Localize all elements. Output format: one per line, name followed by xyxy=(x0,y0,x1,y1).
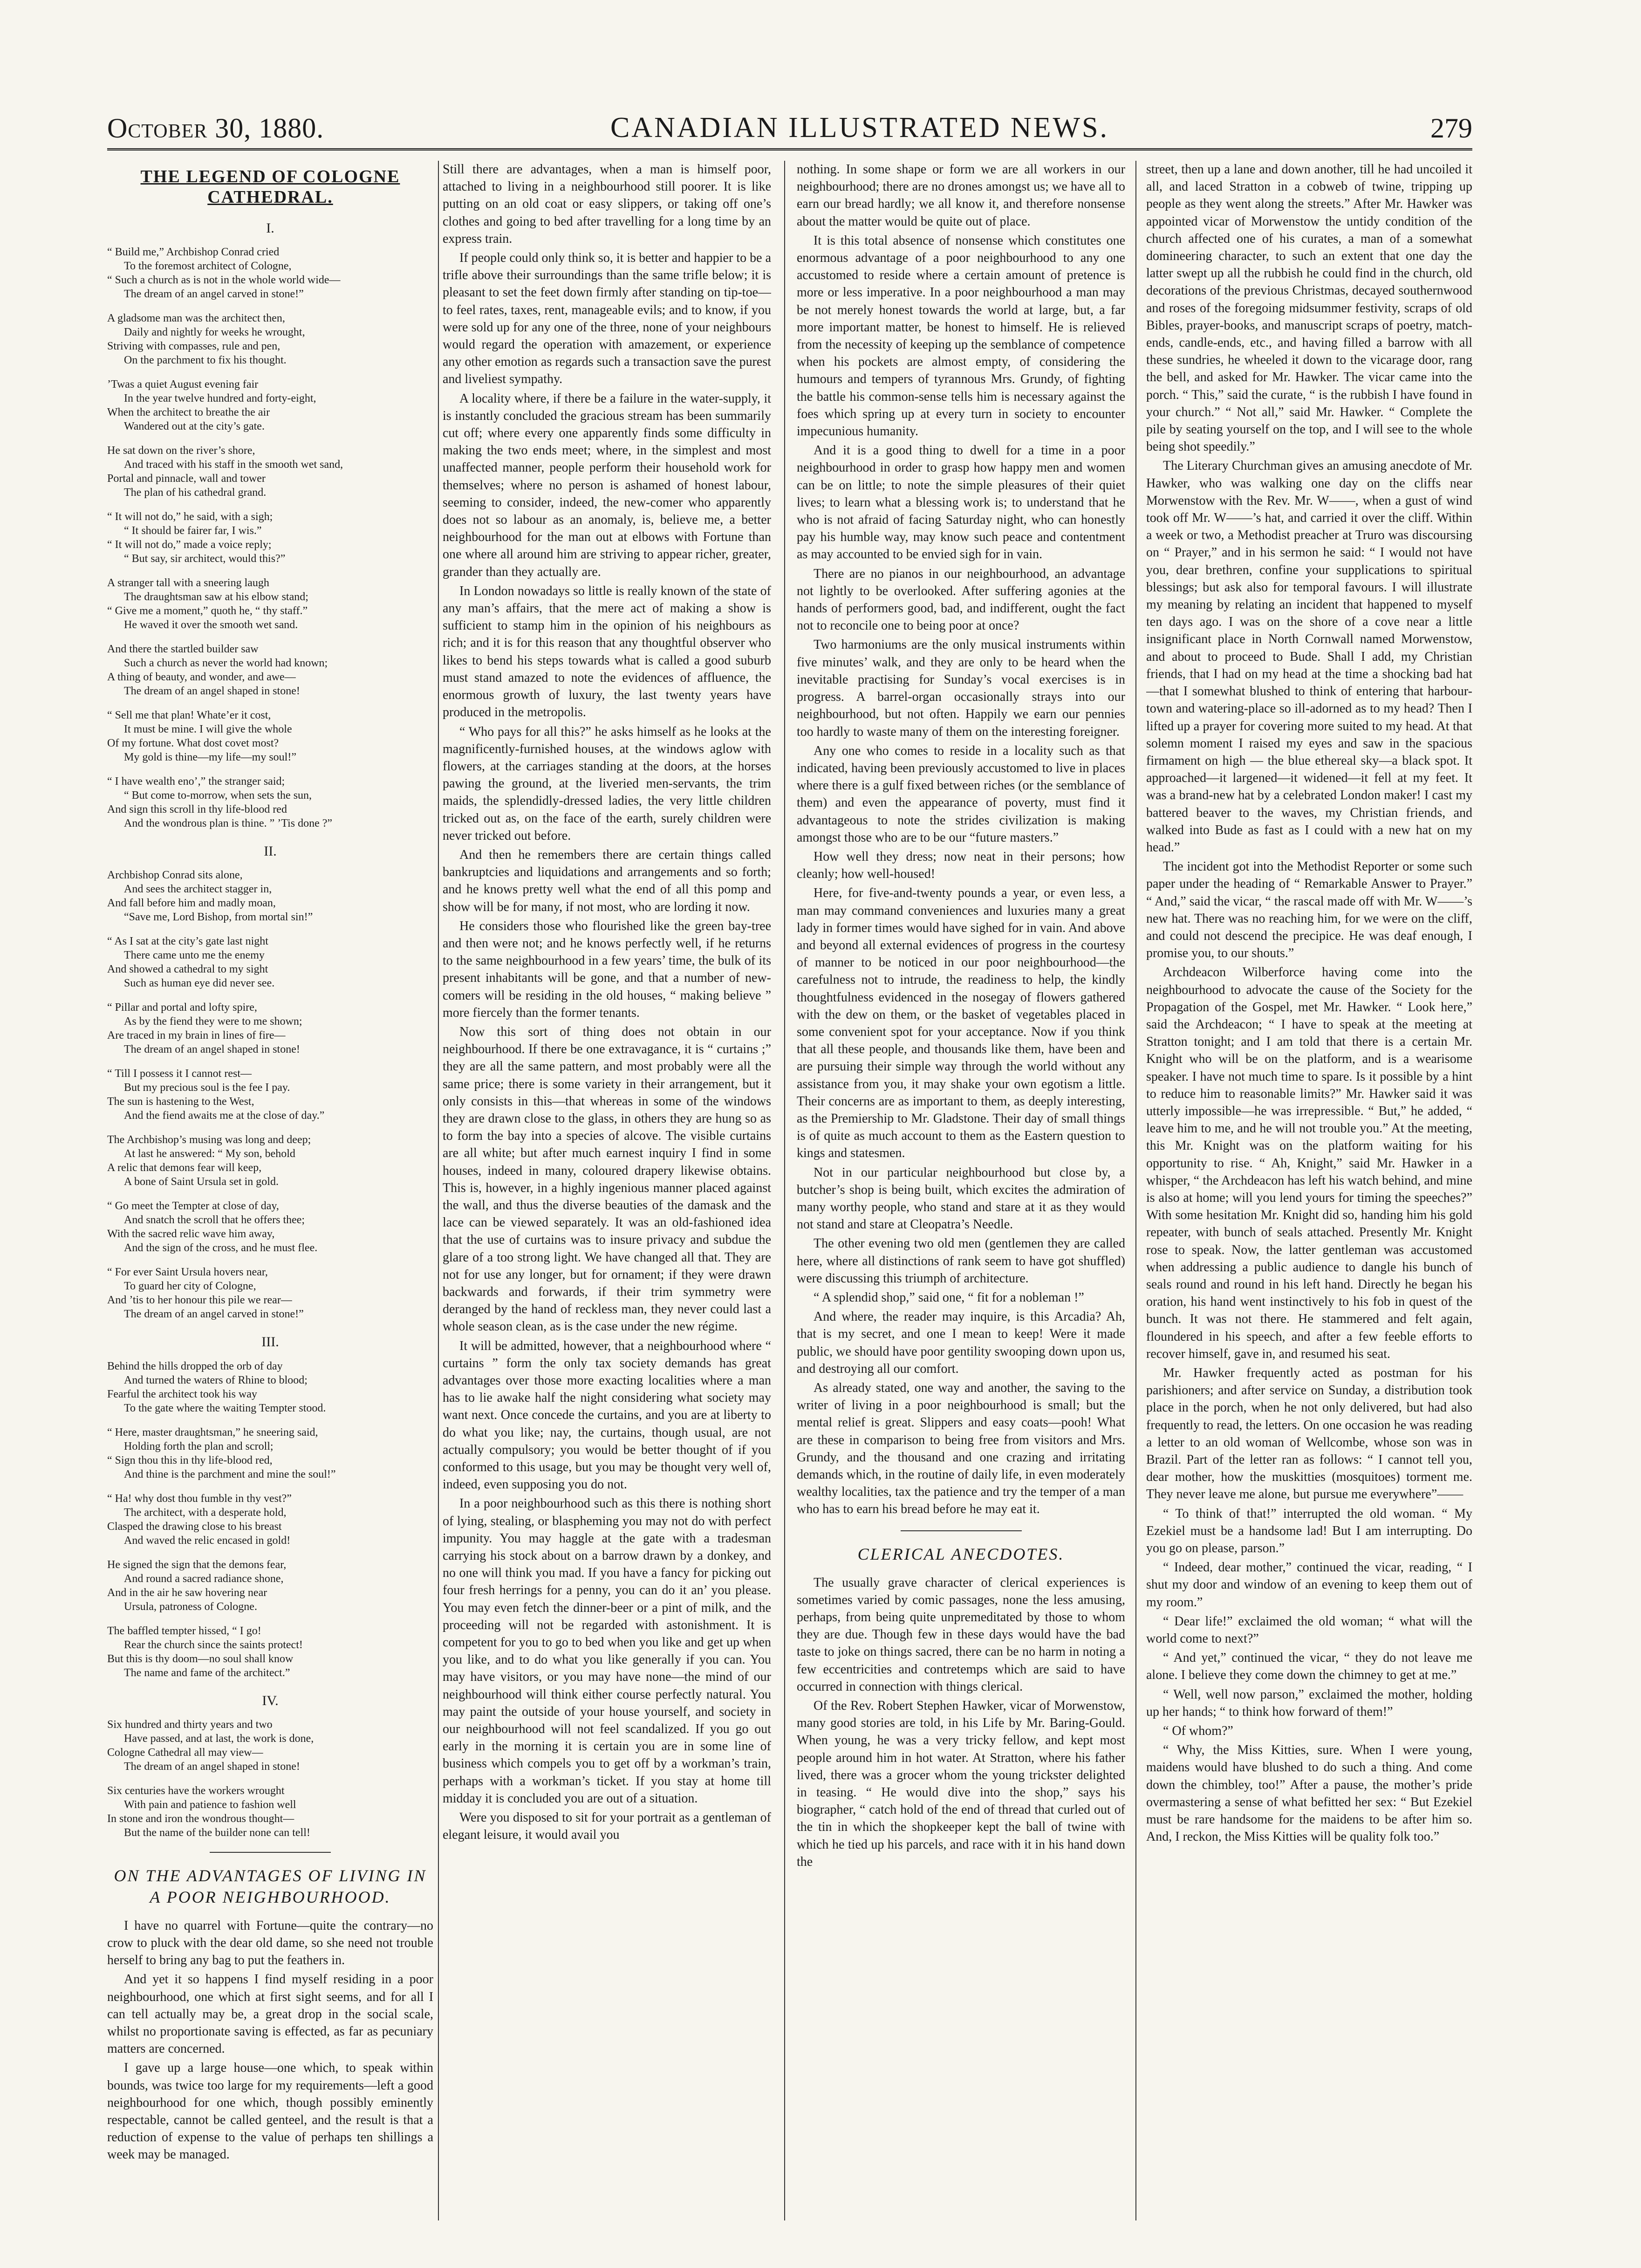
poem-line: “ Ha! why dost thou fumble in thy vest?” xyxy=(107,1492,292,1505)
poem-line: And showed a cathedral to my sight xyxy=(107,963,268,976)
stanza xyxy=(107,1359,433,1415)
poem-line: Holding forth the plan and scroll; xyxy=(124,1440,274,1453)
poem-line: To guard her city of Cologne, xyxy=(124,1280,256,1293)
poem-line: And round a sacred radiance shone, xyxy=(124,1572,284,1585)
poem-line: Of my fortune. What dost covet most? xyxy=(107,737,279,750)
poem-title: THE LEGEND OF COLOGNE CATHEDRAL. xyxy=(140,167,400,207)
poem-line: At last he answered: “ My son, behold xyxy=(124,1148,295,1160)
masthead xyxy=(107,103,1472,144)
poem-line: But the name of the builder none can tell! xyxy=(124,1826,310,1839)
column-1 xyxy=(107,161,433,2220)
paragraph: Archdeacon Wilberforce having come into the neighbourhood to advocate the cause of the Society for the Propagation of the Gospel, met Mr. Hawker. “ Look here,” said the Archdeacon; “ I have to speak at the meeting at Stratton tonight; and I am told that there is a certain Mr. Knight who will be on the platform, and is a wearisome speaker. I have not much time to spare. Is it possible by a hint to reduce him to reasonable limits?” Mr. Hawker said it was utterly impossible—he was irrepressible. “ But,” he added, “ leave him to me, and he will not trouble you.” At the meeting, this Mr. Knight was on the platform waiting for his opportunity to rise. “ Ah, Knight,” said Mr. Hawker in a whisper, “ the Archdeacon has left his watch behind, and mine is also at home; will you lend yours for timing the speeches?” With some hesitation Mr. Knight did so, handing him his gold repeater, with bunch of seals attached. Presently Mr. Knight rose to speak. Now, the latter gentleman was accustomed when addressing a public audience to dangle his bunch of seals round and round in his left hand. Directly he began his oration, his hand went instinctively to his fob in quest of the bunch. It was not there. He stammered and felt again, floundered in his speech, and after a few feeble efforts to recover himself, gave in, and resumed his seat. xyxy=(1146,965,1472,1361)
stanza xyxy=(107,311,433,367)
poem-line: And snatch the scroll that he offers thee; xyxy=(124,1214,305,1227)
poem-line: And sign this scroll in thy life-blood red xyxy=(107,803,287,816)
poem-line: As by the fiend they were to me shown; xyxy=(124,1015,302,1028)
stanza xyxy=(107,934,433,990)
paragraph: “ And yet,” continued the vicar, “ they do not leave me alone. I believe they come down the chimney to get at me.” xyxy=(1146,1651,1472,1683)
paragraph: In a poor neighbourhood such as this there is nothing short of lying, stealing, or blaspheming you may not do with perfect impunity. You may haggle at the gate with a tradesman carrying his stock about on a barrow drawn by a donkey, and no one will think you mad. If you have a fancy for picking out four fresh herrings for a penny, you can do it an’ you please. You may even fetch the dinner-beer or a pint of milk, and the proceeding will not be regarded with astonishment. It is competent for you to go to bed when you like and get up when you like, and to do what you like generally if you can. You may have visitors, or you may have none—the mind of our neighbourhood will think either course perfectly natural. You may paint the outside of your house yourself, and society in our neighbourhood will not feel scandalized. If you go out early in the morning it is certain you are in some line of business which compels you to get off by a workman’s train, perhaps with a workman’s ticket. If you stay at home till midday it is concluded you are out of a situation. xyxy=(443,1496,771,1806)
section-divider xyxy=(210,1852,331,1853)
poem-line: The draughtsman saw at his elbow stand; xyxy=(124,591,308,603)
poem-line: “Save me, Lord Bishop, from mortal sin!” xyxy=(124,911,313,924)
poem-line: Striving with compasses, rule and pen, xyxy=(107,340,280,353)
poem-line: He waved it over the smooth wet sand. xyxy=(124,619,298,631)
poem-line: And the sign of the cross, and he must flee. xyxy=(124,1242,318,1254)
poem-line: “ Sell me that plan! Whate’er it cost, xyxy=(107,709,271,722)
paragraph: It will be admitted, however, that a neighbourhood where “ curtains ” form the only tax society demands has great advantages over those more exacting localities where a man has to lie awake half the night considering what society may want next. Once concede the curtains, and you are at liberty to do what you like; nay, the curtains, though usual, are not actually compulsory; you would be better thought of if you conformed to this usage, but you may be thought very well of, indeed, even supposing you do not. xyxy=(443,1338,771,1492)
poem xyxy=(107,219,433,1840)
paragraph: Were you disposed to sit for your portrait as a gentleman of elegant leisure, it would avail you xyxy=(443,1810,771,1843)
poem-line: With pain and patience to fashion well xyxy=(124,1798,296,1811)
poem-line: “ Give me a moment,” quoth he, “ thy staff.” xyxy=(107,605,308,617)
paragraph: And then he remembers there are certain things called bankruptcies and liquidations and arrangements and so forth; and he knows pretty well what the end of all this pomp and show will be for many, if not most, who are lording it now. xyxy=(443,847,771,914)
masthead-rule xyxy=(107,148,1472,151)
poem-line: Portal and pinnacle, wall and tower xyxy=(107,473,266,485)
section-divider xyxy=(901,1530,1022,1531)
poem-line: Ursula, patroness of Cologne. xyxy=(124,1600,257,1613)
poem-line: The plan of his cathedral grand. xyxy=(124,486,267,499)
column-divider xyxy=(784,161,785,2220)
poem-line: And fall before him and madly moan, xyxy=(107,897,276,910)
stanza xyxy=(107,1558,433,1614)
poem-line: It must be mine. I will give the whole xyxy=(124,723,292,736)
poem-line: A stranger tall with a sneering laugh xyxy=(107,577,269,589)
poem-line: Fearful the architect took his way xyxy=(107,1388,257,1400)
essay-title: ON THE ADVANTAGES OF LIVING IN A POOR NEIGHBOURHOOD. xyxy=(114,1866,427,1906)
column-3 xyxy=(797,161,1125,2220)
stanza xyxy=(107,1425,433,1481)
paragraph: Two harmoniums are the only musical instruments within five minutes’ walk, and they are only to be heard when the inevitable practising for Sunday’s vocal exercises is in progress. A barrel-organ occasionally strays into our neighbourhood, but not often. Happily we earn our pennies too hardly to waste many of them on the interesting foreigner. xyxy=(797,637,1125,739)
poem-line: And the fiend awaits me at the close of day.” xyxy=(124,1110,325,1122)
poem-line: Six centuries have the workers wrought xyxy=(107,1784,285,1797)
poem-line: The architect, with a desperate hold, xyxy=(124,1506,287,1519)
paragraph: And it is a good thing to dwell for a time in a poor neighbourhood in order to grasp how happy men and women can be on little; to note the simple pleasures of their quiet lives; to learn what a blessing work is; to understand that he who is not afraid of facing Saturday night, who can honestly pay his humble way, may know such peace and contentment as may accounted to be envied sigh for in vain. xyxy=(797,443,1125,562)
poem-line: Six hundred and thirty years and two xyxy=(107,1718,273,1731)
poem-line: With the sacred relic wave him away, xyxy=(107,1228,275,1240)
paragraph: And yet it so happens I find myself residing in a poor neighbourhood, one which at first sight seems, and for all I can tell actually may be, a great drop in the social scale, whilst no proportionate saving is effected, as far as pecuniary matters are concerned. xyxy=(107,1972,433,2056)
stanza xyxy=(107,1784,433,1840)
poem-line: And traced with his staff in the smooth wet sand, xyxy=(124,459,343,471)
poem-line: Cologne Cathedral all may view— xyxy=(107,1746,263,1759)
stanza xyxy=(107,1133,433,1189)
essay-body xyxy=(107,1917,433,2164)
poem-line: A thing of beauty, and wonder, and awe— xyxy=(107,671,296,684)
stanza xyxy=(107,1624,433,1680)
poem-line: “ It will not do,” made a voice reply; xyxy=(107,539,272,551)
section-numeral: I. xyxy=(266,220,274,236)
poem-line: “ It should be fairer far, I wis.” xyxy=(124,525,262,537)
poem-line: “ Here, master draughtsman,” he sneering said, xyxy=(107,1426,318,1439)
paragraph: A locality where, if there be a failure in the water-supply, it is instantly concluded the gracious stream has been summarily cut off; where every one apparently finds some difficulty in making the two ends meet; where, in the simplest and most unaffected manner, people perform their household work for themselves; where no person is ashamed of honest labour, seeming to consider, indeed, the new-comer who apparently does not so labour as an anomaly, is, believe me, a better neighbourhood for the man out at elbows with Fortune than one where all around him are striving to appear richer, greater, grander than they actually are. xyxy=(443,391,771,579)
column-divider xyxy=(1135,161,1136,2220)
poem-line: “ Pillar and portal and lofty spire, xyxy=(107,1001,257,1014)
paragraph: I have no quarrel with Fortune—quite the contrary—no crow to pluck with the dear old dame, so she need not trouble herself to bring any bag to put the feathers in. xyxy=(107,1918,433,1968)
poem-line: Daily and nightly for weeks he wrought, xyxy=(124,326,305,339)
poem-line: “ As I sat at the city’s gate last night xyxy=(107,935,268,948)
poem-line: When the architect to breathe the air xyxy=(107,406,270,419)
stanza xyxy=(107,510,433,566)
poem-line: And sees the architect stagger in, xyxy=(124,883,272,896)
paragraph: The Literary Churchman gives an amusing anecdote of Mr. Hawker, who was walking one day on the cliffs near Morwenstow with the Rev. Mr. W——, when a gust of wind took off Mr. W——’s hat, and carried it over the cliff. Within a week or two, a Methodist preacher at Truro was discoursing on “ Prayer,” and in his sermon he said: “ I would not have you, dear brethren, confine your supplications to spiritual blessings; but ask also for temporal favours. I will illustrate my meaning by relating an incident that happened to myself ten days ago. I was on the shore of a cove near a little insignificant place in North Cornwall named Morwenstow, and about to proceed to Bude. Shall I add, my Christian friends, that I had on my head at the time a shocking bad hat—that I somewhat blushed to think of entering that harbour-town and watering-place so ill-adorned as to my head? Then I lifted up a prayer for covering more suited to my head. At that solemn moment I raised my eyes and saw in the spacious firmament on high — the blue ethereal sky—a black spot. It approached—it largened—it widened—it fell at my feet. It was a brand-new hat by a celebrated London maker! I cast my battered beaver to the waves, my Christian friends, and walked into Bude as fast as I could with a new hat on my head.” xyxy=(1146,459,1472,855)
paragraph: It is this total absence of nonsense which constitutes one enormous advantage of a poor neighbourhood to any one accustomed to reside where a certain amount of pretence is more or less imperative. In a poor neighbourhood a man may be not merely honest towards the world at large, but, a far more important matter, be honest to himself. He is relieved from the necessity of keeping up the semblance of competence when his pockets are almost empty, of considering the humours and tempers of tyrannous Mrs. Grundy, of fighting the battle his common-sense tells him is necessary against the foes which spring up at every turn in society to encounter impecunious humanity. xyxy=(797,233,1125,439)
stanza xyxy=(107,1265,433,1321)
poem-line: And there the startled builder saw xyxy=(107,643,259,656)
paragraph: Now this sort of thing does not obtain in our neighbourhood. If there be one extravagance, it is “ curtains ;” they are all the same pattern, and most probably were all the same price; there is some variety in their arrangement, but it only consists in this—that whereas in some of the windows they are drawn close to the glass, in others they are hung so as to form the bay into a species of alcove. The visible curtains are all white; but after much earnest inquiry I find in some houses, indeed in many, coloured drapery likewise obtains. This is, however, in a highly ingenious manner placed against the wall, and thus the diverse beauties of the damask and the lace can be viewed separately. It was an old-fashioned idea that the use of curtains was to insure privacy and subdue the glare of a too strong light. We have changed all that. They are not for use any longer, but for ornament; if they were drawn backwards and forwards, if their trim symmetry were deranged by the hand of reckless man, they never could last a whole season clean, as is the case under the new régime. xyxy=(443,1024,771,1334)
paragraph: “ Well, well now parson,” exclaimed the mother, holding up her hands; “ to think how forward of them!” xyxy=(1146,1687,1472,1719)
poem-line: And waved the relic encased in gold! xyxy=(124,1534,291,1547)
poem-line: “ Such a church as is not in the whole world wide— xyxy=(107,274,341,287)
stanza xyxy=(107,377,433,433)
poem-line: “ Go meet the Tempter at close of day, xyxy=(107,1200,279,1213)
paragraph: And where, the reader may inquire, is this Arcadia? Ah, that is my secret, and one I mean to keep! Were it made public, we should have poor gentility swooping down upon us, and destroying all our comfort. xyxy=(797,1309,1125,1376)
essay-continued xyxy=(797,161,1125,1518)
poem-line: On the parchment to fix his thought. xyxy=(124,354,287,367)
paragraph: “ A splendid shop,” said one, “ fit for a nobleman !” xyxy=(814,1290,1084,1305)
paragraph: Of the Rev. Robert Stephen Hawker, vicar of Morwenstow, many good stories are told, in his Life by Mr. Baring-Gould. When young, he was a very tricky fellow, and kept most people around him in hot water. At Stratton, where his father lived, there was a grocer whom the young trickster delighted in teasing. “ He would dive into the shop,” says his biographer, “ catch hold of the end of thread that curled out of the tin in which the shopkeeper kept the ball of twine with which he tied up his parcels, and race with it in his hand down the xyxy=(797,1699,1125,1869)
poem-line: There came unto me the enemy xyxy=(124,949,265,962)
poem-line: Rear the church since the saints protect! xyxy=(124,1638,303,1651)
poem-line: Archbishop Conrad sits alone, xyxy=(107,869,243,882)
paragraph: The other evening two old men (gentlemen they are called here, where all distinctions of rank seem to have got shuffled) were discussing this triumph of architecture. xyxy=(797,1236,1125,1286)
section-numeral: IV. xyxy=(262,1692,279,1708)
paragraph: “ To think of that!” interrupted the old woman. “ My Ezekiel must be a handsome lad! But I am interrupting. Do you go on please, parson.” xyxy=(1146,1506,1472,1556)
paragraph: There are no pianos in our neighbourhood, an advantage not lightly to be overlooked. After suffering agonies at the hands of performers good, bad, and indifferent, ought the fact not to reconcile one to being poor at once? xyxy=(797,566,1125,633)
issue-date: October 30, 1880. xyxy=(107,113,324,144)
poem-line: “ But come to-morrow, when sets the sun, xyxy=(124,789,312,802)
paragraph: “ Indeed, dear mother,” continued the vicar, reading, “ I shut my door and window of an evening to keep them out of my room.” xyxy=(1146,1560,1472,1610)
poem-line: “ I have wealth eno’,” the stranger said; xyxy=(107,775,285,788)
poem-line: “ For ever Saint Ursula hovers near, xyxy=(107,1266,268,1279)
paragraph: “ Dear life!” exclaimed the old woman; “ what will the world come to next?” xyxy=(1146,1614,1472,1646)
poem-line: But this is thy doom—no soul shall know xyxy=(107,1652,294,1665)
stanza xyxy=(107,1199,433,1255)
poem-line: “ Sign thou this in thy life-blood red, xyxy=(107,1454,273,1466)
stanza xyxy=(107,1000,433,1056)
poem-line: The dream of an angel shaped in stone! xyxy=(124,1760,300,1773)
stanza xyxy=(107,1718,433,1774)
paragraph: nothing. In some shape or form we are all workers in our neighbourhood; there are no drones amongst us; we have all to earn our bread hardly; we all know it, and therefore nonsense about the matter would be quite out of place. xyxy=(797,162,1125,229)
column-2 xyxy=(443,161,771,2220)
paragraph: “ Of whom?” xyxy=(1163,1724,1233,1739)
stanza xyxy=(107,444,433,500)
poem-line: A bone of Saint Ursula set in gold. xyxy=(124,1176,279,1188)
poem-line: My gold is thine—my life—my soul!” xyxy=(124,751,296,764)
paragraph: He considers those who flourished like the green bay-tree and then were not; and he knows perfectly well, if he returns to the same neighbourhood in a few years’ time, the bulk of its present inhabitants will be gone, and that a number of new-comers will be residing in the old houses, “ making believe ” more fiercely than the former tenants. xyxy=(443,918,771,1020)
poem-line: “ It will not do,” he said, with a sigh; xyxy=(107,511,273,523)
newspaper-title: CANADIAN ILLUSTRATED NEWS. xyxy=(610,112,1109,144)
poem-line: The baffled tempter hissed, “ I go! xyxy=(107,1624,261,1637)
paragraph: As already stated, one way and another, the saving to the writer of living in a poor neighbourhood is small; but the mental relief is great. Slippers and easy coats—pooh! What are these in comparison to being free from visitors and Mrs. Grundy, and the thousand and one crazing and irritating demands which, in the routine of daily life, in even moderately wealthy localities, tax the patience and try the temper of a man who has to earn his bread before he may eat it. xyxy=(797,1381,1125,1517)
column-divider xyxy=(438,161,439,2220)
paragraph: “ Why, the Miss Kitties, sure. When I were young, maidens would have blushed to do such a thing. And come down the chimbley, too!” After a pause, the mother’s pride overmastering a sense of what befitted her sex: “ But Ezekiel must be rare handsome for the maidens to be after him so. And, I reckon, the Miss Kitties will be quality folk too.” xyxy=(1146,1743,1472,1844)
stanza xyxy=(107,868,433,924)
poem-line: “ But say, sir architect, would this?” xyxy=(124,553,286,565)
poem-line: The name and fame of the architect.” xyxy=(124,1666,290,1679)
stanza xyxy=(107,774,433,830)
poem-line: The Archbishop’s musing was long and deep; xyxy=(107,1134,311,1146)
paragraph: street, then up a lane and down another, till he had uncoiled it all, and laced Stratton in a cobweb of twine, tripping up people as they went along the streets.” After Mr. Hawker was appointed vicar of Morwenstow the untidy condition of the church affected one of his curates, a man of a somewhat domineering character, to such an extent that one day the latter swept up all the rubbish he could find in the church, old decorations of the previous Christmas, decayed southernwood and roses of the foregoing midsummer festivity, scraps of old Bibles, prayer-books, and manuscript scraps of poetry, match-ends, candle-ends, etc., and having filled a barrow with all these sundries, he wheeled it down to the vicarage door, rang the bell, and asked for Mr. Hawker. The vicar came into the porch. “ This,” said the curate, “ is the rubbish I have found in your church.” “ Not all,” said Mr. Hawker. “ Complete the pile by seating yourself on the top, and I will see to the whole being shot speedily.” xyxy=(1146,162,1472,454)
stanza xyxy=(107,245,433,301)
stanza xyxy=(107,708,433,764)
poem-line: He signed the sign that the demons fear, xyxy=(107,1558,287,1571)
poem-line: “ Till I possess it I cannot rest— xyxy=(107,1068,252,1080)
poem-line: The sun is hastening to the West, xyxy=(107,1096,254,1108)
poem-line: Are traced in my brain in lines of fire— xyxy=(107,1029,286,1042)
anecdotes-title: CLERICAL ANECDOTES. xyxy=(857,1544,1065,1563)
poem-line: Wandered out at the city’s gate. xyxy=(124,420,265,433)
paragraph: How well they dress; now neat in their persons; how cleanly; how well-housed! xyxy=(797,849,1125,882)
page-number: 279 xyxy=(1430,113,1472,144)
poem-line: He sat down on the river’s shore, xyxy=(107,445,255,457)
poem-line: The dream of an angel carved in stone!” xyxy=(124,288,304,301)
poem-line: And in the air he saw hovering near xyxy=(107,1586,267,1599)
paragraph: I gave up a large house—one which, to speak within bounds, was twice too large for my requirements—left a good neighbourhood for one which, though possibly eminently respectable, cannot be called genteel, and the result is that a reduction of expense to the value of perhaps ten shillings a week may be managed. xyxy=(107,2061,433,2162)
poem-line: “ Build me,” Archbishop Conrad cried xyxy=(107,246,280,259)
paragraph: Still there are advantages, when a man is himself poor, attached to living in a neighbourhood still poorer. It is like putting on an old coat or easy slippers, or taking off one’s clothes and going to bed after travelling for a long time by an express train. xyxy=(443,162,771,246)
paragraph: In London nowadays so little is really known of the state of any man’s affairs, that the mere act of making a show is sufficient to stamp him in the opinion of his neighbours as rich; and it is for this reason that any thoughtful observer who likes to bend his steps towards what is called a good suburb must stand amazed to note the evidences of affluence, the enormous growth of luxury, the last twenty years have produced in the metropolis. xyxy=(443,583,771,720)
paragraph: The incident got into the Methodist Reporter or some such paper under the heading of “ Remarkable Answer to Prayer.” “ And,” said the vicar, “ the rascal made off with Mr. W——’s new hat. There was no reaching him, for we were on the cliff, and could not descend the precipice. He was deaf enough, I promise you, to our shouts.” xyxy=(1146,859,1472,961)
poem-line: Have passed, and at last, the work is done, xyxy=(124,1732,314,1745)
poem-line: And ’tis to her honour this pile we rear— xyxy=(107,1294,292,1307)
poem-line: The dream of an angel carved in stone!” xyxy=(124,1308,304,1321)
poem-line: Such as human eye did never see. xyxy=(124,977,275,990)
paragraph: “ Who pays for all this?” he asks himself as he looks at the magnificently-furnished houses, at the windows aglow with flowers, at the carriages standing at the doors, at the horses pawing the ground, at the liveried men-servants, the trim maids, the splendidly-dressed ladies, the very little children tricked out as, on the face of the earth, surely children were never tricked out before. xyxy=(443,724,771,843)
poem-line: The dream of an angel shaped in stone! xyxy=(124,1043,300,1056)
paragraph: Any one who comes to reside in a locality such as that indicated, having been previously accustomed to live in places where there is a gulf fixed between riches (or the semblance of them) and even the appearance of poverty, must find it advantageous to note the strides civilization is making amongst those who are to be our “future masters.” xyxy=(797,743,1125,845)
stanza xyxy=(107,1067,433,1123)
poem-line: To the foremost architect of Cologne, xyxy=(124,260,292,273)
anecdotes-body xyxy=(797,1574,1125,1871)
poem-line: Such a church as never the world had known; xyxy=(124,657,328,670)
poem-line: And the wondrous plan is thine. ” ’Tis done ?” xyxy=(124,817,333,830)
poem-line: A gladsome man was the architect then, xyxy=(107,312,285,325)
section-numeral: III. xyxy=(261,1334,279,1350)
poem-line: But my precious soul is the fee I pay. xyxy=(124,1082,290,1094)
poem-line: ’Twas a quiet August evening fair xyxy=(107,378,259,391)
paragraph: Mr. Hawker frequently acted as postman for his parishioners; and after service on Sunday, a distribution took place in the porch, when he not only delivered, but had also frequently to read, the letters. On one occasion he was reading a letter to an old woman of Wellcombe, whose son was in Brazil. Part of the letter ran as follows: “ I cannot tell you, dear mother, how the muskitties (mosquitoes) torment me. They never leave me alone, but pursue me everywhere”—— xyxy=(1146,1366,1472,1502)
poem-line: The dream of an angel shaped in stone! xyxy=(124,685,300,698)
poem-line: And turned the waters of Rhine to blood; xyxy=(124,1374,308,1386)
poem-line: In stone and iron the wondrous thought— xyxy=(107,1812,294,1825)
poem-line: A relic that demons fear will keep, xyxy=(107,1162,262,1174)
paragraph: Here, for five-and-twenty pounds a year, or even less, a man may command conveniences and luxuries many a great lady in former times would have sighed for in vain. And above and beyond all external evidences of progress in the courtesy of manner to be noticed in our poor neighbourhood—the carefulness not to intrude, the readiness to help, the kindly thoughtfulness evidenced in the nosegay of flowers gathered with the dew on them, or the basket of vegetables placed in some convenient spot for your acceptance. Now if you think that all these people, and thousands like them, have been and are pursuing their simple way through the world without any assistance from you, it may shake your own egotism a little. Their concerns are as important to them, as deeply interesting, as the Premiership to Mr. Gladstone. Their day of small things is of quite as much account to them as the Eastern question to kings and statesmen. xyxy=(797,886,1125,1161)
stanza xyxy=(107,1492,433,1548)
paragraph: The usually grave character of clerical experiences is sometimes varied by comic passages, none the less amusing, perhaps, from being quite unpremeditated by those to whom they are due. Though few in these days would have the bad taste to joke on things sacred, there can be no harm in noting a few eccentricities and contretemps which are said to have occurred in connection with things clerical. xyxy=(797,1575,1125,1694)
poem-line: And thine is the parchment and mine the soul!” xyxy=(124,1468,336,1480)
poem-line: Behind the hills dropped the orb of day xyxy=(107,1360,283,1372)
stanza xyxy=(107,576,433,632)
paragraph: If people could only think so, it is better and happier to be a trifle above their surroundings than the same trifle below; it is pleasant to set the feet down firmly after standing on tip-toe—to feel rates, taxes, rent, manageable evils; and to know, if you were sold up for any one of the three, none of your neighbours would regard the operation with amazement, or experience any other emotion as regards such a transaction save the purest and liveliest sympathy. xyxy=(443,251,771,387)
column-4 xyxy=(1146,161,1472,2220)
paragraph: Not in our particular neighbourhood but close by, a butcher’s shop is being built, which excites the admiration of many worthy people, who stand and stare at it as they would not stand and stare at Cleopatra’s Needle. xyxy=(797,1165,1125,1232)
stanza xyxy=(107,642,433,698)
poem-line: To the gate where the waiting Tempter stood. xyxy=(124,1402,326,1414)
poem-line: In the year twelve hundred and forty-eight, xyxy=(124,392,316,405)
poem-line: Clasped the drawing close to his breast xyxy=(107,1520,282,1533)
section-numeral: II. xyxy=(264,843,277,859)
